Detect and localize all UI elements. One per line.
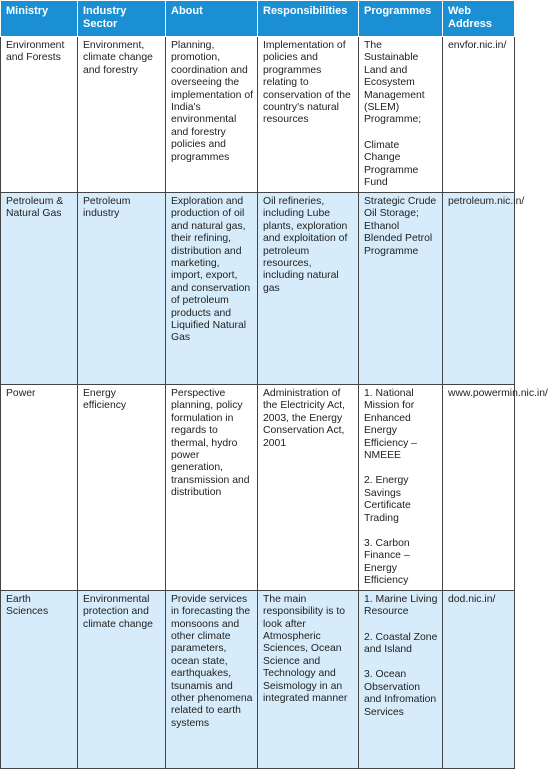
header-responsibilities: Responsibilities: [258, 1, 359, 37]
header-about: About: [166, 1, 258, 37]
responsibilities-cell: The main responsibility is to look after Atmospheric Sciences, Ocean Science and Technology and Seismology in an integrated manner: [258, 590, 359, 768]
sector-cell: Environmental protection and climate change: [78, 590, 166, 768]
responsibilities-cell: Implementation of policies and programmes relating to conservation of the country's natural resources: [258, 37, 359, 193]
responsibilities-cell: Oil refineries, including Lube plants, exploration and exploitation of petroleum resources, including natural gas: [258, 193, 359, 385]
ministry-cell: Petroleum & Natural Gas: [1, 193, 78, 385]
programmes-cell: [359, 193, 443, 385]
programme-item: 1. National Mission for Enhanced Energy Efficiency – NMEEE: [364, 388, 417, 462]
programme-item: Strategic Crude Oil Storage; Ethanol Blended Petrol Programme: [364, 196, 437, 257]
programmes-cell: [359, 385, 443, 591]
header-row: [1, 1, 515, 37]
table-row: [1, 385, 515, 591]
about-cell: Exploration and production of oil and natural gas, their refining, distribution and marketing, import, export, and conservation of petroleum products and Liquified Natural Gas: [166, 193, 258, 385]
table-row: [1, 193, 515, 385]
header-web-address: Web Address: [443, 1, 515, 37]
header-programmes: Programmes: [359, 1, 443, 37]
about-cell: Planning, promotion, coordination and overseeing the implementation of India's environmental and forestry policies and programmes: [166, 37, 258, 193]
responsibilities-cell: Administration of the Electricity Act, 2003, the Energy Conservation Act, 2001: [258, 385, 359, 591]
programme-item: 2. Coastal Zone and Island: [364, 631, 438, 655]
header-ministry: Ministry: [1, 1, 78, 37]
ministry-cell: Environment and Forests: [1, 37, 78, 193]
ministry-cell: Earth Sciences: [1, 590, 78, 768]
web-address-link[interactable]: petroleum.nic.in/: [443, 193, 515, 385]
programme-item: 3. Ocean Observation and Infromation Services: [364, 669, 437, 718]
about-cell: Perspective planning, policy formulation in regards to thermal, hydro power generation, transmission and distribution: [166, 385, 258, 591]
sector-cell: Energy efficiency: [78, 385, 166, 591]
programme-item: 1. Marine Living Resource: [364, 593, 438, 618]
table-row: [1, 37, 515, 193]
web-address-link[interactable]: www.powermin.nic.in/: [443, 385, 515, 591]
header-industry-sector: Industry Sector: [78, 1, 166, 37]
programme-item: The Sustainable Land and Ecosystem Management (SLEM) Programme;: [364, 40, 425, 126]
programme-item: Climate Change Programme Fund: [364, 139, 419, 189]
web-address-link[interactable]: dod.nic.in/: [443, 590, 515, 768]
programmes-cell: [359, 590, 443, 768]
web-address-link[interactable]: envfor.nic.in/: [443, 37, 515, 193]
ministry-cell: Power: [1, 385, 78, 591]
table-row: [1, 590, 515, 768]
programmes-cell: [359, 37, 443, 193]
programme-item: 2. Energy Savings Certificate Trading: [364, 475, 411, 524]
about-cell: Provide services in forecasting the monsoons and other climate parameters, ocean state, earthquakes, tsunamis and other phenomena related to earth systems: [166, 590, 258, 768]
programme-item: 3. Carbon Finance – Energy Efficiency: [364, 538, 410, 587]
sector-cell: Petroleum industry: [78, 193, 166, 385]
sector-cell: Environment, climate change and forestry: [78, 37, 166, 193]
